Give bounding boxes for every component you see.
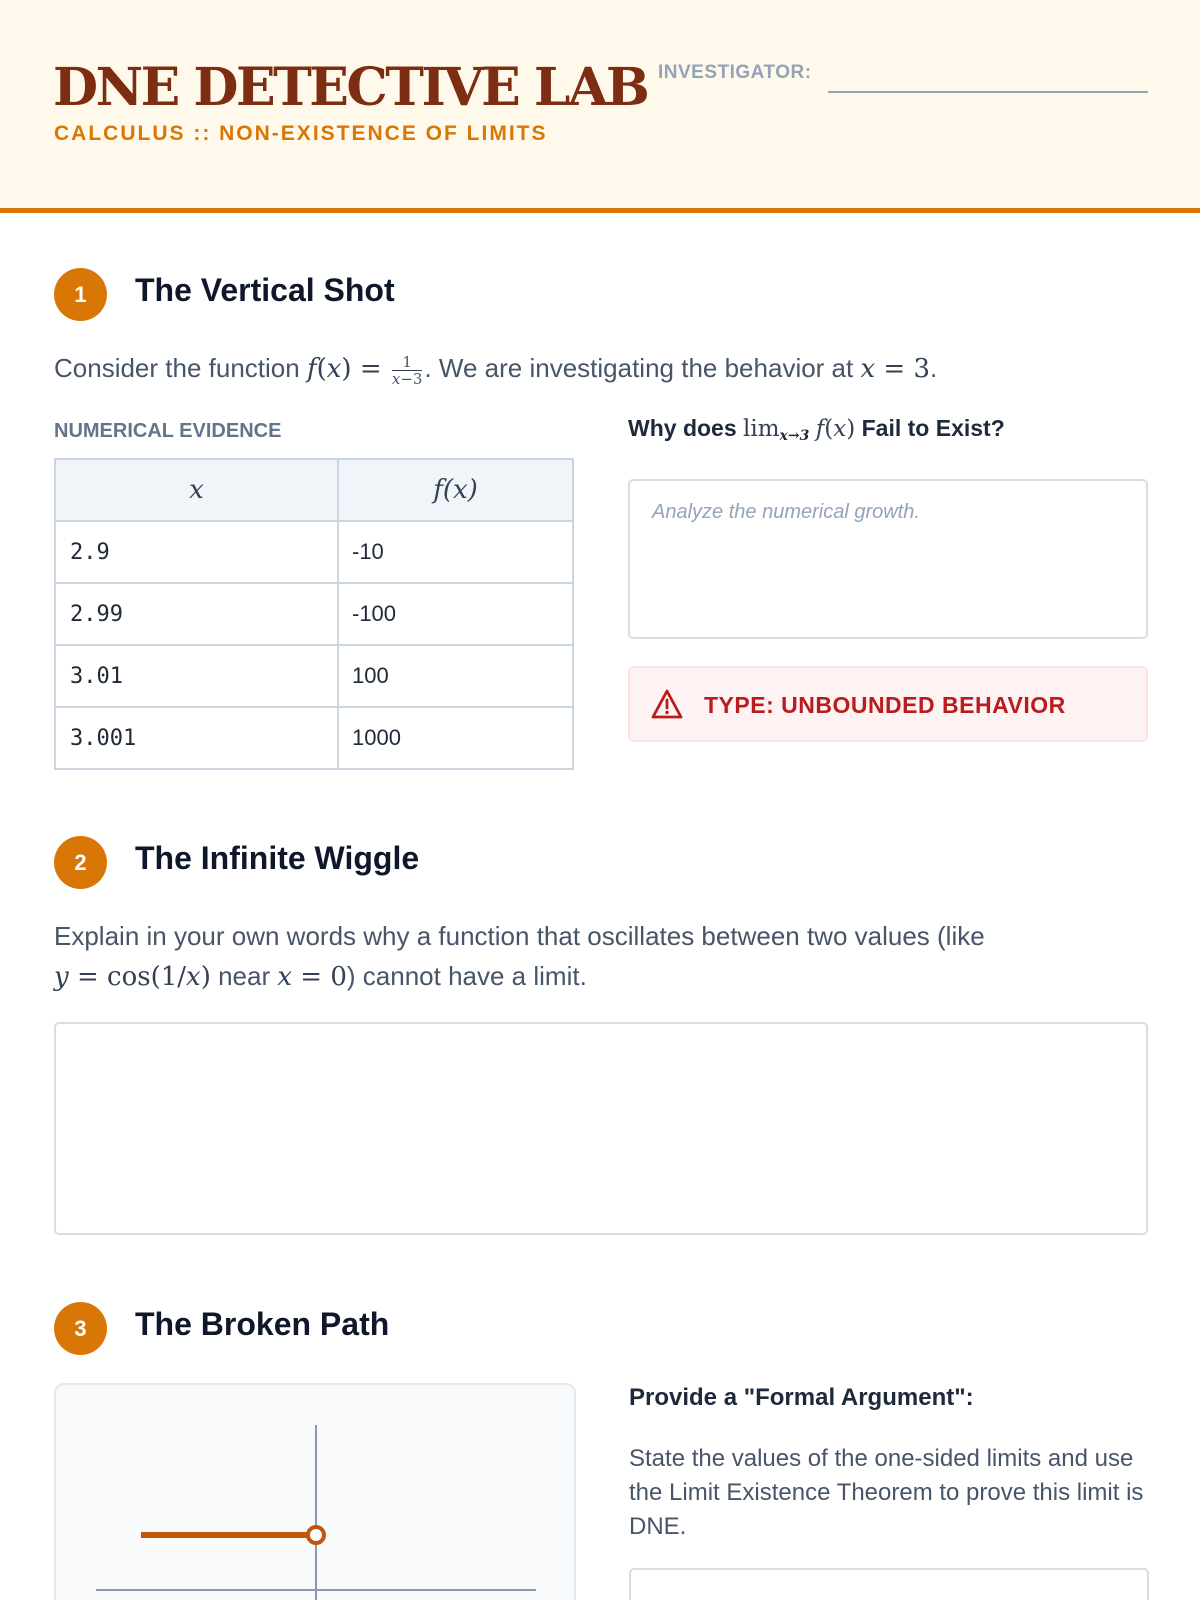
table-row (55, 521, 573, 583)
page-title: DNE DETECTIVE LAB (53, 57, 648, 118)
investigator-label: INVESTIGATOR: (658, 62, 812, 83)
table-cell-fx: -100 (338, 583, 573, 645)
answer-placeholder: Analyze the numerical growth. (652, 501, 920, 523)
page-header (0, 0, 1200, 213)
question-text-after: Fail to Exist? (861, 415, 1005, 441)
table-header-row (55, 459, 573, 521)
section-2-number: 2 (54, 836, 107, 889)
section-3-number: 3 (54, 1302, 107, 1355)
function-expression: f(x) = $\frac{1}{x-3}$ (306, 352, 423, 388)
table-row (55, 707, 573, 769)
formal-argument-label: Provide a "Formal Argument": (629, 1384, 974, 1411)
section-3-title: The Broken Path (135, 1306, 390, 1342)
alert-text: TYPE: UNBOUNDED BEHAVIOR (704, 692, 1066, 718)
point-expression: x = 3 (860, 354, 931, 384)
warning-icon (650, 688, 684, 720)
page-subtitle: CALCULUS :: NON-EXISTENCE OF LIMITS (54, 122, 548, 145)
section-1-number: 1 (54, 268, 107, 321)
table-row (55, 583, 573, 645)
type-alert (628, 666, 1148, 742)
table-header-fx: f(x) (338, 459, 573, 521)
section-2-prompt (54, 916, 1154, 997)
prompt-text-middle: near (218, 961, 271, 991)
question-text-before: Why does (628, 415, 737, 441)
section-2-title: The Infinite Wiggle (135, 840, 420, 876)
table-cell-fx: -10 (338, 521, 573, 583)
section-2-answer-box[interactable] (54, 1022, 1148, 1235)
section-3-answer-box[interactable] (629, 1568, 1149, 1600)
formal-argument-instructions: State the values of the one-sided limits and use the Limit Existence Theorem to prove this limit is DNE. (629, 1445, 1144, 1540)
table-cell-x: 3.01 (55, 645, 338, 707)
open-circle-endpoint (308, 1527, 324, 1543)
section-1-title: The Vertical Shot (135, 272, 395, 308)
prompt-text-after: ) cannot have a limit. (346, 961, 587, 991)
intro-text-middle: . We are investigating the behavior at (424, 353, 854, 383)
graph-canvas (56, 1385, 576, 1600)
evidence-table (54, 458, 574, 770)
piecewise-graph (54, 1383, 576, 1600)
approach-point-expression: x = 0 (277, 962, 347, 992)
section-1-answer-box[interactable] (628, 479, 1148, 639)
investigator-name-field[interactable] (828, 91, 1148, 93)
prompt-text-before: Explain in your own words why a function that oscillates between two values (like (54, 921, 985, 951)
section-1-intro: Consider the function f(x) = $\frac{1}{x-3}$ . We are investigating the behavior at x = 3. (54, 352, 938, 388)
table-row (55, 645, 573, 707)
section-1-question: Why does limx→3 f(x) Fail to Exist? (628, 415, 1005, 444)
table-cell-x: 3.001 (55, 707, 338, 769)
table-header-x: x (55, 459, 338, 521)
oscillating-function-expression: y = cos(1/x) (54, 962, 211, 992)
table-cell-fx: 1000 (338, 707, 573, 769)
table-cell-fx: 100 (338, 645, 573, 707)
table-cell-x: 2.9 (55, 521, 338, 583)
table-cell-x: 2.99 (55, 583, 338, 645)
evidence-label: NUMERICAL EVIDENCE (54, 420, 282, 442)
intro-text-before: Consider the function (54, 353, 300, 383)
